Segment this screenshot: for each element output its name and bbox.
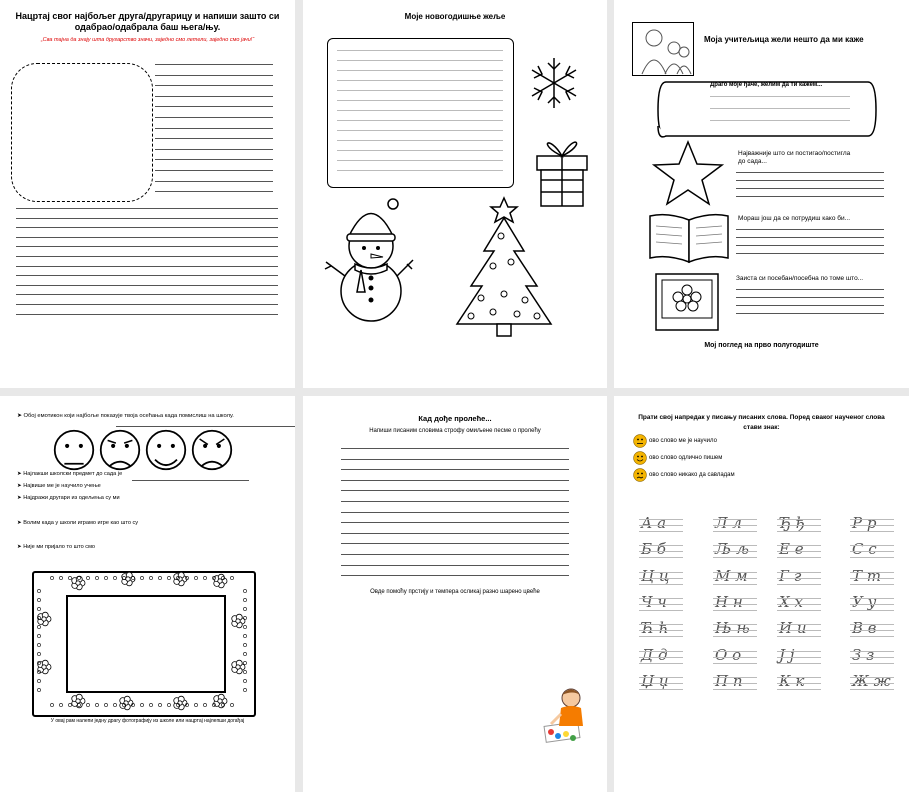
writing-line[interactable] — [736, 188, 884, 189]
letter-guide-line[interactable] — [713, 531, 757, 532]
letter-guide-line[interactable] — [850, 551, 894, 552]
writing-line[interactable] — [341, 522, 569, 523]
book-text: Мораш још да се потрудиш како би... — [738, 215, 851, 222]
letter-guide-line[interactable] — [850, 683, 894, 684]
question-text: Није ми пријало то што смо — [23, 544, 96, 550]
letter-guide-line[interactable] — [639, 598, 683, 599]
writing-line[interactable] — [341, 490, 569, 491]
writing-line[interactable] — [155, 75, 273, 76]
letter-guide-line[interactable] — [713, 551, 757, 552]
cursive-letter[interactable]: В в — [852, 619, 877, 638]
writing-line[interactable] — [337, 50, 503, 51]
letter-guide-line[interactable] — [777, 624, 821, 625]
letter-guide-line[interactable] — [850, 584, 894, 585]
letter-guide-line[interactable] — [639, 545, 683, 546]
writing-line[interactable] — [155, 85, 273, 86]
writing-line[interactable] — [155, 64, 273, 65]
letter-guide-line[interactable] — [713, 519, 757, 520]
letter-guide-line[interactable] — [850, 525, 894, 526]
answer-line[interactable] — [132, 480, 249, 481]
question-text: Волим када у школи играмо игре као што су — [23, 520, 139, 526]
letter-guide-line[interactable] — [777, 531, 821, 532]
writing-line[interactable] — [155, 138, 273, 139]
cursive-letter[interactable]: Д д — [641, 645, 668, 664]
letter-guide-line[interactable] — [713, 683, 757, 684]
letter-guide-line[interactable] — [777, 657, 821, 658]
letter-guide-line[interactable] — [639, 663, 683, 664]
writing-line[interactable] — [736, 245, 884, 246]
letter-guide-line[interactable] — [850, 677, 894, 678]
writing-line[interactable] — [155, 181, 273, 182]
cursive-letter[interactable]: Е е — [779, 540, 804, 559]
writing-line[interactable] — [736, 253, 884, 254]
letter-guide-line[interactable] — [777, 519, 821, 520]
writing-line[interactable] — [710, 108, 850, 109]
cursive-letter[interactable]: К к — [779, 671, 805, 690]
writing-line[interactable] — [16, 266, 278, 267]
writing-line[interactable] — [341, 459, 569, 460]
letter-guide-line[interactable] — [777, 545, 821, 546]
letter-guide-line[interactable] — [777, 630, 821, 631]
answer-line[interactable] — [164, 426, 295, 427]
writing-line[interactable] — [341, 575, 569, 576]
cursive-letter[interactable]: Џ џ — [641, 671, 669, 690]
writing-line[interactable] — [337, 100, 503, 101]
writing-line[interactable] — [736, 313, 884, 314]
writing-line[interactable] — [341, 554, 569, 555]
legend-text: ово слово ме је научило — [649, 438, 717, 444]
writing-line[interactable] — [736, 237, 884, 238]
writing-line[interactable] — [16, 275, 278, 276]
bullet-arrow-icon: ➤ — [17, 544, 24, 550]
writing-line[interactable] — [337, 110, 503, 111]
letter-guide-line[interactable] — [850, 557, 894, 558]
letter-guide-line[interactable] — [639, 519, 683, 520]
page-new-year-wishes — [303, 0, 607, 388]
writing-line[interactable] — [337, 130, 503, 131]
writing-line[interactable] — [736, 289, 884, 290]
letter-guide-line[interactable] — [639, 657, 683, 658]
book-icon — [646, 210, 732, 266]
writing-line[interactable] — [16, 314, 278, 315]
star-icon — [652, 140, 724, 206]
letter-guide-line[interactable] — [850, 519, 894, 520]
letter-guide-line[interactable] — [639, 636, 683, 637]
writing-line[interactable] — [736, 297, 884, 298]
writing-line[interactable] — [155, 96, 273, 97]
teacher-kids-image — [632, 22, 694, 76]
frame-caption: У овај рам налепи једну драгу фотографију из школе или нацртај најлепши догађај — [50, 718, 245, 724]
writing-line[interactable] — [341, 469, 569, 470]
letter-guide-line[interactable] — [639, 630, 683, 631]
cursive-letter[interactable]: О о — [715, 645, 742, 664]
letter-guide-line[interactable] — [777, 610, 821, 611]
letter-guide-line[interactable] — [639, 624, 683, 625]
writing-line[interactable] — [337, 70, 503, 71]
writing-line[interactable] — [16, 218, 278, 219]
snowflake-icon — [525, 54, 583, 112]
question-item — [17, 544, 95, 550]
letter-guide-line[interactable] — [777, 683, 821, 684]
letter-guide-line[interactable] — [850, 636, 894, 637]
letter-guide-line[interactable] — [850, 630, 894, 631]
writing-line[interactable] — [337, 140, 503, 141]
writing-line[interactable] — [710, 120, 850, 121]
letter-guide-line[interactable] — [777, 604, 821, 605]
sad-face-icon[interactable] — [98, 428, 142, 472]
letter-guide-line[interactable] — [777, 525, 821, 526]
letter-guide-line[interactable] — [713, 677, 757, 678]
letter-guide-line[interactable] — [639, 651, 683, 652]
cursive-letter[interactable]: Њ њ — [715, 619, 750, 638]
letter-guide-line[interactable] — [639, 572, 683, 573]
writing-line[interactable] — [16, 237, 278, 238]
page-title: Моје новогодишње жеље — [404, 12, 506, 21]
bullet-arrow-icon: ➤ — [17, 520, 24, 526]
cursive-letter[interactable]: Ч ч — [641, 592, 667, 611]
letter-guide-line[interactable] — [777, 584, 821, 585]
letter-guide-line[interactable] — [639, 578, 683, 579]
writing-line[interactable] — [155, 191, 273, 192]
letter-guide-line[interactable] — [850, 624, 894, 625]
frame-decoration — [30, 569, 254, 715]
letter-guide-line[interactable] — [713, 636, 757, 637]
writing-line[interactable] — [16, 304, 278, 305]
letter-guide-line[interactable] — [777, 598, 821, 599]
letter-guide-line[interactable] — [713, 572, 757, 573]
letter-guide-line[interactable] — [713, 525, 757, 526]
cursive-letter[interactable]: М м — [715, 566, 748, 585]
letter-guide-line[interactable] — [639, 604, 683, 605]
page-spring — [303, 396, 607, 792]
writing-line[interactable] — [155, 159, 273, 160]
cursive-letter[interactable]: Т т — [852, 566, 881, 585]
writing-line[interactable] — [16, 227, 278, 228]
letter-guide-line[interactable] — [777, 677, 821, 678]
letter-guide-line[interactable] — [850, 598, 894, 599]
letter-guide-line[interactable] — [639, 557, 683, 558]
writing-line[interactable] — [16, 294, 278, 295]
letter-guide-line[interactable] — [850, 610, 894, 611]
writing-line[interactable] — [16, 285, 278, 286]
cursive-letter[interactable]: Ж ж — [852, 671, 891, 690]
letter-guide-line[interactable] — [713, 598, 757, 599]
cursive-letter[interactable]: Р р — [852, 514, 877, 532]
star-text-line2: до сада... — [738, 158, 767, 165]
writing-line[interactable] — [337, 150, 503, 151]
photo-icon — [654, 272, 720, 332]
page-title: Кад дође пролеће... — [418, 414, 492, 423]
writing-line[interactable] — [337, 80, 503, 81]
question-text: Најдражи другари из одељења су ми — [23, 495, 120, 501]
question-text: Највише ме је научило учење — [23, 483, 101, 489]
question-item — [17, 483, 101, 489]
happy-smiley-icon — [633, 451, 647, 465]
cursive-letter[interactable]: Н н — [715, 592, 743, 611]
question-item — [17, 495, 120, 501]
writing-line[interactable] — [337, 170, 503, 171]
letter-guide-line[interactable] — [777, 663, 821, 664]
letter-guide-line[interactable] — [850, 657, 894, 658]
letter-guide-line[interactable] — [639, 677, 683, 678]
cursive-letter[interactable]: Ћ ћ — [641, 619, 669, 638]
legend-text: ово слово никако да савладам — [649, 472, 735, 478]
confused-smiley-icon — [633, 468, 647, 482]
writing-line[interactable] — [341, 512, 569, 513]
cursive-letter[interactable]: И и — [779, 619, 807, 638]
letter-guide-line[interactable] — [639, 683, 683, 684]
letter-guide-line[interactable] — [713, 624, 757, 625]
friendship-quote: „Сва тајна да знају шта другарство значи, заједно смо летели, заједно смо јачи!“ — [40, 37, 255, 43]
cursive-letter[interactable]: Б б — [641, 540, 666, 559]
writing-line[interactable] — [337, 90, 503, 91]
letter-guide-line[interactable] — [777, 636, 821, 637]
writing-line[interactable] — [736, 305, 884, 306]
letter-guide-line[interactable] — [850, 604, 894, 605]
scroll-text: Драго моје ђаче, желим да ти кажем... — [710, 82, 823, 88]
page-title-line2: стави знак: — [743, 424, 780, 431]
happy-face-icon[interactable] — [144, 428, 188, 472]
letter-guide-line[interactable] — [639, 689, 683, 690]
writing-line[interactable] — [341, 501, 569, 502]
letter-guide-line[interactable] — [713, 630, 757, 631]
photo-text: Заиста си посебан/посебна по томе што... — [736, 275, 864, 282]
writing-line[interactable] — [736, 229, 884, 230]
letter-guide-line[interactable] — [713, 604, 757, 605]
letter-guide-line[interactable] — [713, 557, 757, 558]
writing-line[interactable] — [710, 96, 850, 97]
question-text: Најлакши школски предмет до сада је — [23, 471, 123, 477]
letter-guide-line[interactable] — [850, 689, 894, 690]
letter-guide-line[interactable] — [639, 584, 683, 585]
painting-note: Овде помоћу прстију и темпера осликај разно шарено цвеће — [370, 589, 540, 595]
cursive-letter[interactable]: Л л — [715, 514, 742, 532]
angry-face-icon[interactable] — [190, 428, 234, 472]
letter-guide-line[interactable] — [639, 525, 683, 526]
emoticon-instruction-text: Обој емотикон који најбоље показује твоја осећања када помислиш на школу. — [23, 413, 234, 419]
writing-line[interactable] — [16, 256, 278, 257]
page-title-line2: одабрао/одабрала баш њега/њу. — [74, 22, 221, 32]
letter-guide-line[interactable] — [777, 651, 821, 652]
writing-line[interactable] — [341, 480, 569, 481]
page-footer: Мој поглед на прво полугодиште — [704, 342, 819, 349]
writing-line[interactable] — [736, 196, 884, 197]
writing-line[interactable] — [16, 208, 278, 209]
page-feelings — [0, 396, 295, 792]
star-text: Најважније што си постигао/постигла — [738, 150, 851, 157]
page-title: Нацртај свог најбољег друга/другарицу и напиши зашто си — [15, 11, 280, 21]
legend-text: ово слово одлично пишем — [649, 455, 723, 461]
cursive-letter[interactable]: Ц ц — [641, 566, 670, 585]
writing-line[interactable] — [341, 448, 569, 449]
drawing-area[interactable] — [11, 63, 153, 202]
letter-guide-line[interactable] — [713, 545, 757, 546]
writing-line[interactable] — [337, 120, 503, 121]
letter-guide-line[interactable] — [713, 689, 757, 690]
writing-line[interactable] — [736, 180, 884, 181]
neutral-face-icon[interactable] — [52, 428, 96, 472]
writing-line[interactable] — [341, 533, 569, 534]
writing-line[interactable] — [341, 543, 569, 544]
letter-guide-line[interactable] — [850, 572, 894, 573]
letter-guide-line[interactable] — [713, 578, 757, 579]
bullet-arrow-icon: ➤ — [17, 471, 24, 477]
writing-line[interactable] — [736, 172, 884, 173]
writing-line[interactable] — [155, 170, 273, 171]
letter-guide-line[interactable] — [639, 551, 683, 552]
letter-guide-line[interactable] — [713, 584, 757, 585]
letter-guide-line[interactable] — [777, 572, 821, 573]
christmas-tree-icon — [449, 196, 559, 338]
page-subtitle: Напиши писаним словима строфу омиљене песме о пролећу — [369, 428, 541, 434]
bullet-arrow-icon: ➤ — [17, 483, 24, 489]
letter-guide-line[interactable] — [777, 557, 821, 558]
letter-guide-line[interactable] — [639, 610, 683, 611]
cursive-letter[interactable]: З з — [852, 645, 875, 664]
letter-guide-line[interactable] — [713, 657, 757, 658]
emoticon-instruction: ➤ Обој емотикон који најбоље показује твоја осећања када помислиш на школу. — [17, 413, 234, 419]
letter-guide-line[interactable] — [777, 578, 821, 579]
letter-guide-line[interactable] — [850, 531, 894, 532]
writing-line[interactable] — [155, 106, 273, 107]
neutral-smiley-icon — [633, 434, 647, 448]
page-teacher-message — [614, 0, 909, 388]
page-best-friend — [0, 0, 295, 388]
writing-line[interactable] — [155, 117, 273, 118]
painting-child-image — [543, 684, 589, 746]
letter-guide-line[interactable] — [713, 651, 757, 652]
cursive-letter[interactable]: Г г — [779, 566, 802, 585]
cursive-letter[interactable]: Ђ ђ — [779, 514, 806, 532]
question-item — [17, 520, 138, 526]
snowman-icon — [321, 196, 417, 326]
cursive-letter[interactable]: П п — [715, 671, 743, 690]
question-item — [17, 471, 122, 477]
writing-line[interactable] — [16, 246, 278, 247]
letter-guide-line[interactable] — [850, 545, 894, 546]
bullet-arrow-icon: ➤ — [17, 495, 24, 501]
cursive-letter[interactable]: У у — [852, 592, 877, 611]
cursive-letter[interactable]: Х х — [779, 592, 803, 611]
letter-guide-line[interactable] — [850, 651, 894, 652]
letter-guide-line[interactable] — [777, 689, 821, 690]
page-title: Прати свој напредак у писању писаних слова. Поред сваког наученог слова — [638, 414, 885, 421]
cursive-letter[interactable]: Љ љ — [715, 540, 749, 559]
cursive-letter[interactable]: А а — [641, 514, 667, 532]
page-letters-progress — [614, 396, 909, 792]
letter-guide-line[interactable] — [639, 531, 683, 532]
writing-line[interactable] — [337, 60, 503, 61]
cursive-letter[interactable]: Ј ј — [779, 645, 795, 664]
cursive-letter[interactable]: С с — [852, 540, 877, 559]
letter-guide-line[interactable] — [713, 663, 757, 664]
writing-line[interactable] — [155, 149, 273, 150]
letter-guide-line[interactable] — [850, 578, 894, 579]
writing-line[interactable] — [155, 128, 273, 129]
writing-line[interactable] — [337, 160, 503, 161]
page-title: Моја учитељица жели нешто да ми каже — [704, 35, 864, 44]
letter-guide-line[interactable] — [850, 663, 894, 664]
letter-guide-line[interactable] — [777, 551, 821, 552]
writing-line[interactable] — [341, 565, 569, 566]
letter-guide-line[interactable] — [713, 610, 757, 611]
